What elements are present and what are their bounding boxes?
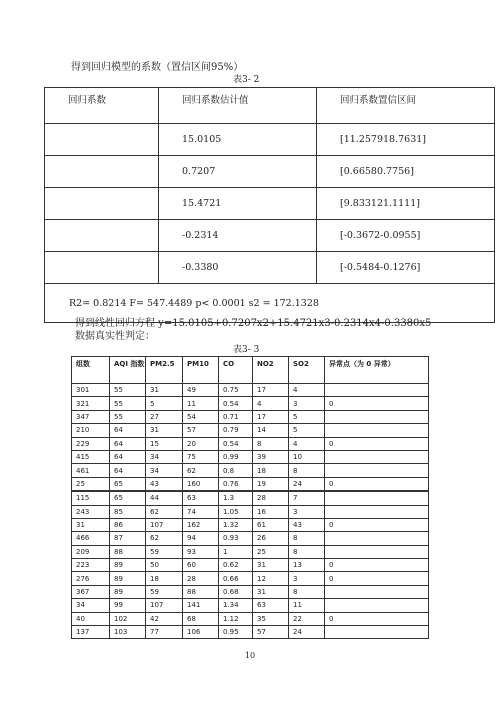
table2-cell: 7 xyxy=(289,491,325,505)
table2-cell: 18 xyxy=(146,572,183,585)
table2-cell: 415 xyxy=(72,450,110,463)
table2-cell: 39 xyxy=(253,450,289,463)
table2-cell: 17 xyxy=(253,410,289,423)
table2-cell: 0 xyxy=(325,518,429,531)
table2-cell xyxy=(325,545,429,558)
table2-cell: 11 xyxy=(183,397,219,410)
table2-row xyxy=(72,491,429,505)
table2-cell: 8 xyxy=(289,585,325,598)
table2-cell: 19 xyxy=(253,477,289,491)
interval-lower: [9.8331 xyxy=(340,198,377,209)
table2-cell: 141 xyxy=(183,599,219,612)
table2-row xyxy=(72,450,429,463)
interval-upper: 21.1111] xyxy=(376,198,420,209)
table2-cell: 1.05 xyxy=(219,505,253,518)
table2-cell: 43 xyxy=(146,477,183,491)
table2-cell: 65 xyxy=(110,477,146,491)
interval-lower: [-0.3672 xyxy=(340,230,381,241)
table2-cell: 88 xyxy=(110,545,146,558)
table2-cell: 0.75 xyxy=(219,384,253,397)
estimate-cell: -0.3380 xyxy=(159,252,317,284)
table2-cell: 62 xyxy=(146,532,183,545)
table2-cell: 0 xyxy=(325,397,429,410)
table2-cell: 115 xyxy=(72,491,110,505)
table2-cell: 10 xyxy=(289,450,325,463)
table2-cell: 49 xyxy=(183,384,219,397)
table2-cell: 103 xyxy=(110,626,146,639)
table2-cell: 60 xyxy=(183,559,219,572)
table2-cell: 0.54 xyxy=(219,397,253,410)
table2-cell: 0 xyxy=(325,559,429,572)
table2-cell: 4 xyxy=(253,397,289,410)
table2-row xyxy=(72,464,429,477)
table1-row xyxy=(45,252,495,284)
table2-cell: 4 xyxy=(289,437,325,450)
table2-cell: 20 xyxy=(183,437,219,450)
table2-cell: 57 xyxy=(183,424,219,437)
table2-cell: 65 xyxy=(110,491,146,505)
table2-cell: 31 xyxy=(146,384,183,397)
table1-header-cell: 回归系数估计值 xyxy=(159,88,317,124)
table2-cell: 12 xyxy=(253,572,289,585)
table2-cell: 74 xyxy=(183,505,219,518)
table2-cell: 44 xyxy=(146,491,183,505)
interval-cell xyxy=(317,220,495,252)
table2-cell: 31 xyxy=(253,585,289,598)
table2-cell: 89 xyxy=(110,572,146,585)
estimate-cell: -0.2314 xyxy=(159,220,317,252)
table2-cell: 5 xyxy=(289,424,325,437)
coefficient-cell xyxy=(45,124,159,156)
table1-header-cell: 回归系数置信区间 xyxy=(317,88,495,124)
table2-cell: 61 xyxy=(253,518,289,531)
table2-cell: 34 xyxy=(146,450,183,463)
table2-cell: 4 xyxy=(289,384,325,397)
table2-cell: 87 xyxy=(110,532,146,545)
regression-stats: R2= 0.8214 F= 547.4489 p< 0.0001 s2 = 172.1328 xyxy=(45,284,495,323)
table2-cell: 77 xyxy=(146,626,183,639)
table2-cell: 367 xyxy=(72,585,110,598)
table2-cell: 99 xyxy=(110,599,146,612)
table2-row xyxy=(72,518,429,531)
table2-cell: 14 xyxy=(253,424,289,437)
estimate-cell: 15.4721 xyxy=(159,188,317,220)
table2-cell xyxy=(325,384,429,397)
table2-cell: 15 xyxy=(146,437,183,450)
table2-cell: 0.76 xyxy=(219,477,253,491)
table2-cell: 25 xyxy=(253,545,289,558)
table2-cell: 3 xyxy=(289,572,325,585)
table2-cell: 63 xyxy=(183,491,219,505)
table2-cell xyxy=(325,491,429,505)
table2-cell: 0.95 xyxy=(219,626,253,639)
table2-row xyxy=(72,572,429,585)
table1-row xyxy=(45,156,495,188)
table2-cell: 0.71 xyxy=(219,410,253,423)
table2-cell: 31 xyxy=(146,424,183,437)
table2-cell: 106 xyxy=(183,626,219,639)
table2-row xyxy=(72,477,429,491)
table1-header-cell: 回归系数 xyxy=(45,88,159,124)
table2-cell: 102 xyxy=(110,612,146,625)
table2-cell: 86 xyxy=(110,518,146,531)
table2-cell: 209 xyxy=(72,545,110,558)
table2-cell: 107 xyxy=(146,518,183,531)
table2-header-cell: SO2 xyxy=(289,357,325,384)
table2-row xyxy=(72,505,429,518)
estimate-cell: 0.7207 xyxy=(159,156,317,188)
interval-lower: [0.6658 xyxy=(340,166,377,177)
table2-cell: 42 xyxy=(146,612,183,625)
table2-cell: 24 xyxy=(289,477,325,491)
table2-cell: 27 xyxy=(146,410,183,423)
coefficient-cell xyxy=(45,188,159,220)
air-quality-table xyxy=(71,356,429,639)
table2-cell: 1.32 xyxy=(219,518,253,531)
table2-cell: 62 xyxy=(146,505,183,518)
table2-cell: 0 xyxy=(325,572,429,585)
table2-cell: 466 xyxy=(72,532,110,545)
table2-cell: 0 xyxy=(325,612,429,625)
table1-row xyxy=(45,220,495,252)
table2-cell: 8 xyxy=(289,545,325,558)
table2-cell: 18 xyxy=(253,464,289,477)
table2-header-cell: AQI 指数 xyxy=(110,357,146,384)
table2-cell: 59 xyxy=(146,545,183,558)
table2-cell: 5 xyxy=(146,397,183,410)
table2-cell xyxy=(325,532,429,545)
table1-row xyxy=(45,188,495,220)
table2-header-cell: PM10 xyxy=(183,357,219,384)
table2-cell: 64 xyxy=(110,450,146,463)
table2-cell: 63 xyxy=(253,599,289,612)
table2-cell: 1.34 xyxy=(219,599,253,612)
table2-cell: 28 xyxy=(183,572,219,585)
table2-header-cell: NO2 xyxy=(253,357,289,384)
table2-cell: 85 xyxy=(110,505,146,518)
table2-cell: 0.66 xyxy=(219,572,253,585)
table2-cell: 89 xyxy=(110,559,146,572)
table2-cell: 31 xyxy=(253,559,289,572)
regression-coefficients-table xyxy=(44,87,495,323)
table2-cell xyxy=(325,599,429,612)
table2-cell: 210 xyxy=(72,424,110,437)
page-number: 10 xyxy=(244,651,256,660)
table2-cell: 62 xyxy=(183,464,219,477)
table2-cell: 55 xyxy=(110,384,146,397)
table2-row xyxy=(72,599,429,612)
table2-cell: 57 xyxy=(253,626,289,639)
table2-cell: 160 xyxy=(183,477,219,491)
interval-upper: -0.1276] xyxy=(380,262,421,273)
table2-cell: 301 xyxy=(72,384,110,397)
table2-cell: 31 xyxy=(72,518,110,531)
table1-row xyxy=(45,124,495,156)
table2-cell: 3 xyxy=(289,397,325,410)
table2-cell: 40 xyxy=(72,612,110,625)
table2-cell: 137 xyxy=(72,626,110,639)
equation-line: 得到线性回归方程 y=15.0105+0.7207x2+15.4721x3-0.2314x4-0.3380x5 xyxy=(75,318,432,329)
table2-cell: 0.8 xyxy=(219,464,253,477)
table2-cell: 0.62 xyxy=(219,559,253,572)
table2-cell: 8 xyxy=(289,532,325,545)
interval-cell xyxy=(317,252,495,284)
table2-cell: 55 xyxy=(110,397,146,410)
table2-cell: 88 xyxy=(183,585,219,598)
interval-upper: 0.7756] xyxy=(376,166,414,177)
table2-cell: 64 xyxy=(110,464,146,477)
table2-cell xyxy=(325,410,429,423)
table2-header-cell: PM2.5 xyxy=(146,357,183,384)
table2-cell: 276 xyxy=(72,572,110,585)
table2-cell: 5 xyxy=(289,410,325,423)
table1-header-row xyxy=(45,88,495,124)
table2-cell xyxy=(325,585,429,598)
table2-cell: 28 xyxy=(253,491,289,505)
estimate-cell: 15.0105 xyxy=(159,124,317,156)
table2-cell: 64 xyxy=(110,424,146,437)
table2-cell: 8 xyxy=(289,464,325,477)
table2-cell xyxy=(325,505,429,518)
interval-cell xyxy=(317,188,495,220)
table2-row xyxy=(72,626,429,639)
table2-header-cell: 异常点（为 0 异常） xyxy=(325,357,429,384)
table2-row xyxy=(72,559,429,572)
table2-cell: 0 xyxy=(325,437,429,450)
table2-cell: 13 xyxy=(289,559,325,572)
table2-cell xyxy=(325,464,429,477)
table2-row xyxy=(72,424,429,437)
table2-cell: 223 xyxy=(72,559,110,572)
table2-cell: 59 xyxy=(146,585,183,598)
table2-cell: 0.68 xyxy=(219,585,253,598)
table2-cell: 347 xyxy=(72,410,110,423)
interval-cell xyxy=(317,156,495,188)
table2-cell: 461 xyxy=(72,464,110,477)
table2-header-row xyxy=(72,357,429,384)
interval-lower: [11.2579 xyxy=(340,134,383,145)
table2-cell: 75 xyxy=(183,450,219,463)
table2-cell: 229 xyxy=(72,437,110,450)
table2-cell: 1 xyxy=(219,545,253,558)
table2-cell: 22 xyxy=(289,612,325,625)
table2-cell: 0.93 xyxy=(219,532,253,545)
table2-cell: 107 xyxy=(146,599,183,612)
table2-cell: 16 xyxy=(253,505,289,518)
table2-row xyxy=(72,585,429,598)
table2-cell: 26 xyxy=(253,532,289,545)
table1-caption: 表3- 2 xyxy=(233,75,260,85)
table2-cell: 43 xyxy=(289,518,325,531)
table2-cell: 1.12 xyxy=(219,612,253,625)
table2-cell: 89 xyxy=(110,585,146,598)
table2-row xyxy=(72,545,429,558)
table2-cell: 34 xyxy=(146,464,183,477)
table2-cell: 0.54 xyxy=(219,437,253,450)
table2-cell: 8 xyxy=(253,437,289,450)
table2-row xyxy=(72,532,429,545)
table2-cell: 54 xyxy=(183,410,219,423)
table2-cell: 321 xyxy=(72,397,110,410)
table2-row xyxy=(72,384,429,397)
table2-cell: 34 xyxy=(72,599,110,612)
table2-cell: 94 xyxy=(183,532,219,545)
table1-stats-row xyxy=(45,284,495,323)
table2-cell xyxy=(325,626,429,639)
interval-cell xyxy=(317,124,495,156)
table2-cell: 1.3 xyxy=(219,491,253,505)
table2-cell: 0.99 xyxy=(219,450,253,463)
table2-cell: 93 xyxy=(183,545,219,558)
table2-cell: 24 xyxy=(289,626,325,639)
table2-cell: 0 xyxy=(325,477,429,491)
table2-cell: 11 xyxy=(289,599,325,612)
table2-header-cell: 组数 xyxy=(72,357,110,384)
table2-header-cell: CO xyxy=(219,357,253,384)
interval-lower: [-0.5484 xyxy=(340,262,381,273)
table2-row xyxy=(72,397,429,410)
table2-cell: 64 xyxy=(110,437,146,450)
table2-cell: 68 xyxy=(183,612,219,625)
coefficient-cell xyxy=(45,156,159,188)
coefficient-cell xyxy=(45,220,159,252)
check-line: 数据真实性判定： xyxy=(75,331,155,342)
table2-cell: 17 xyxy=(253,384,289,397)
table2-cell: 50 xyxy=(146,559,183,572)
coefficient-cell xyxy=(45,252,159,284)
intro-line: 得到回归模型的系数（置信区间95%） xyxy=(71,62,244,73)
interval-upper: -0.0955] xyxy=(380,230,421,241)
table2-row xyxy=(72,437,429,450)
table2-cell: 3 xyxy=(289,505,325,518)
table2-cell: 162 xyxy=(183,518,219,531)
table2-row xyxy=(72,612,429,625)
table2-caption: 表3- 3 xyxy=(233,345,260,355)
table2-cell: 35 xyxy=(253,612,289,625)
interval-upper: 18.7631] xyxy=(383,134,426,145)
table2-cell: 0.79 xyxy=(219,424,253,437)
table2-cell: 25 xyxy=(72,477,110,491)
table2-cell: 55 xyxy=(110,410,146,423)
table2-cell: 243 xyxy=(72,505,110,518)
table2-cell xyxy=(325,450,429,463)
table2-row xyxy=(72,410,429,423)
table2-cell xyxy=(325,424,429,437)
